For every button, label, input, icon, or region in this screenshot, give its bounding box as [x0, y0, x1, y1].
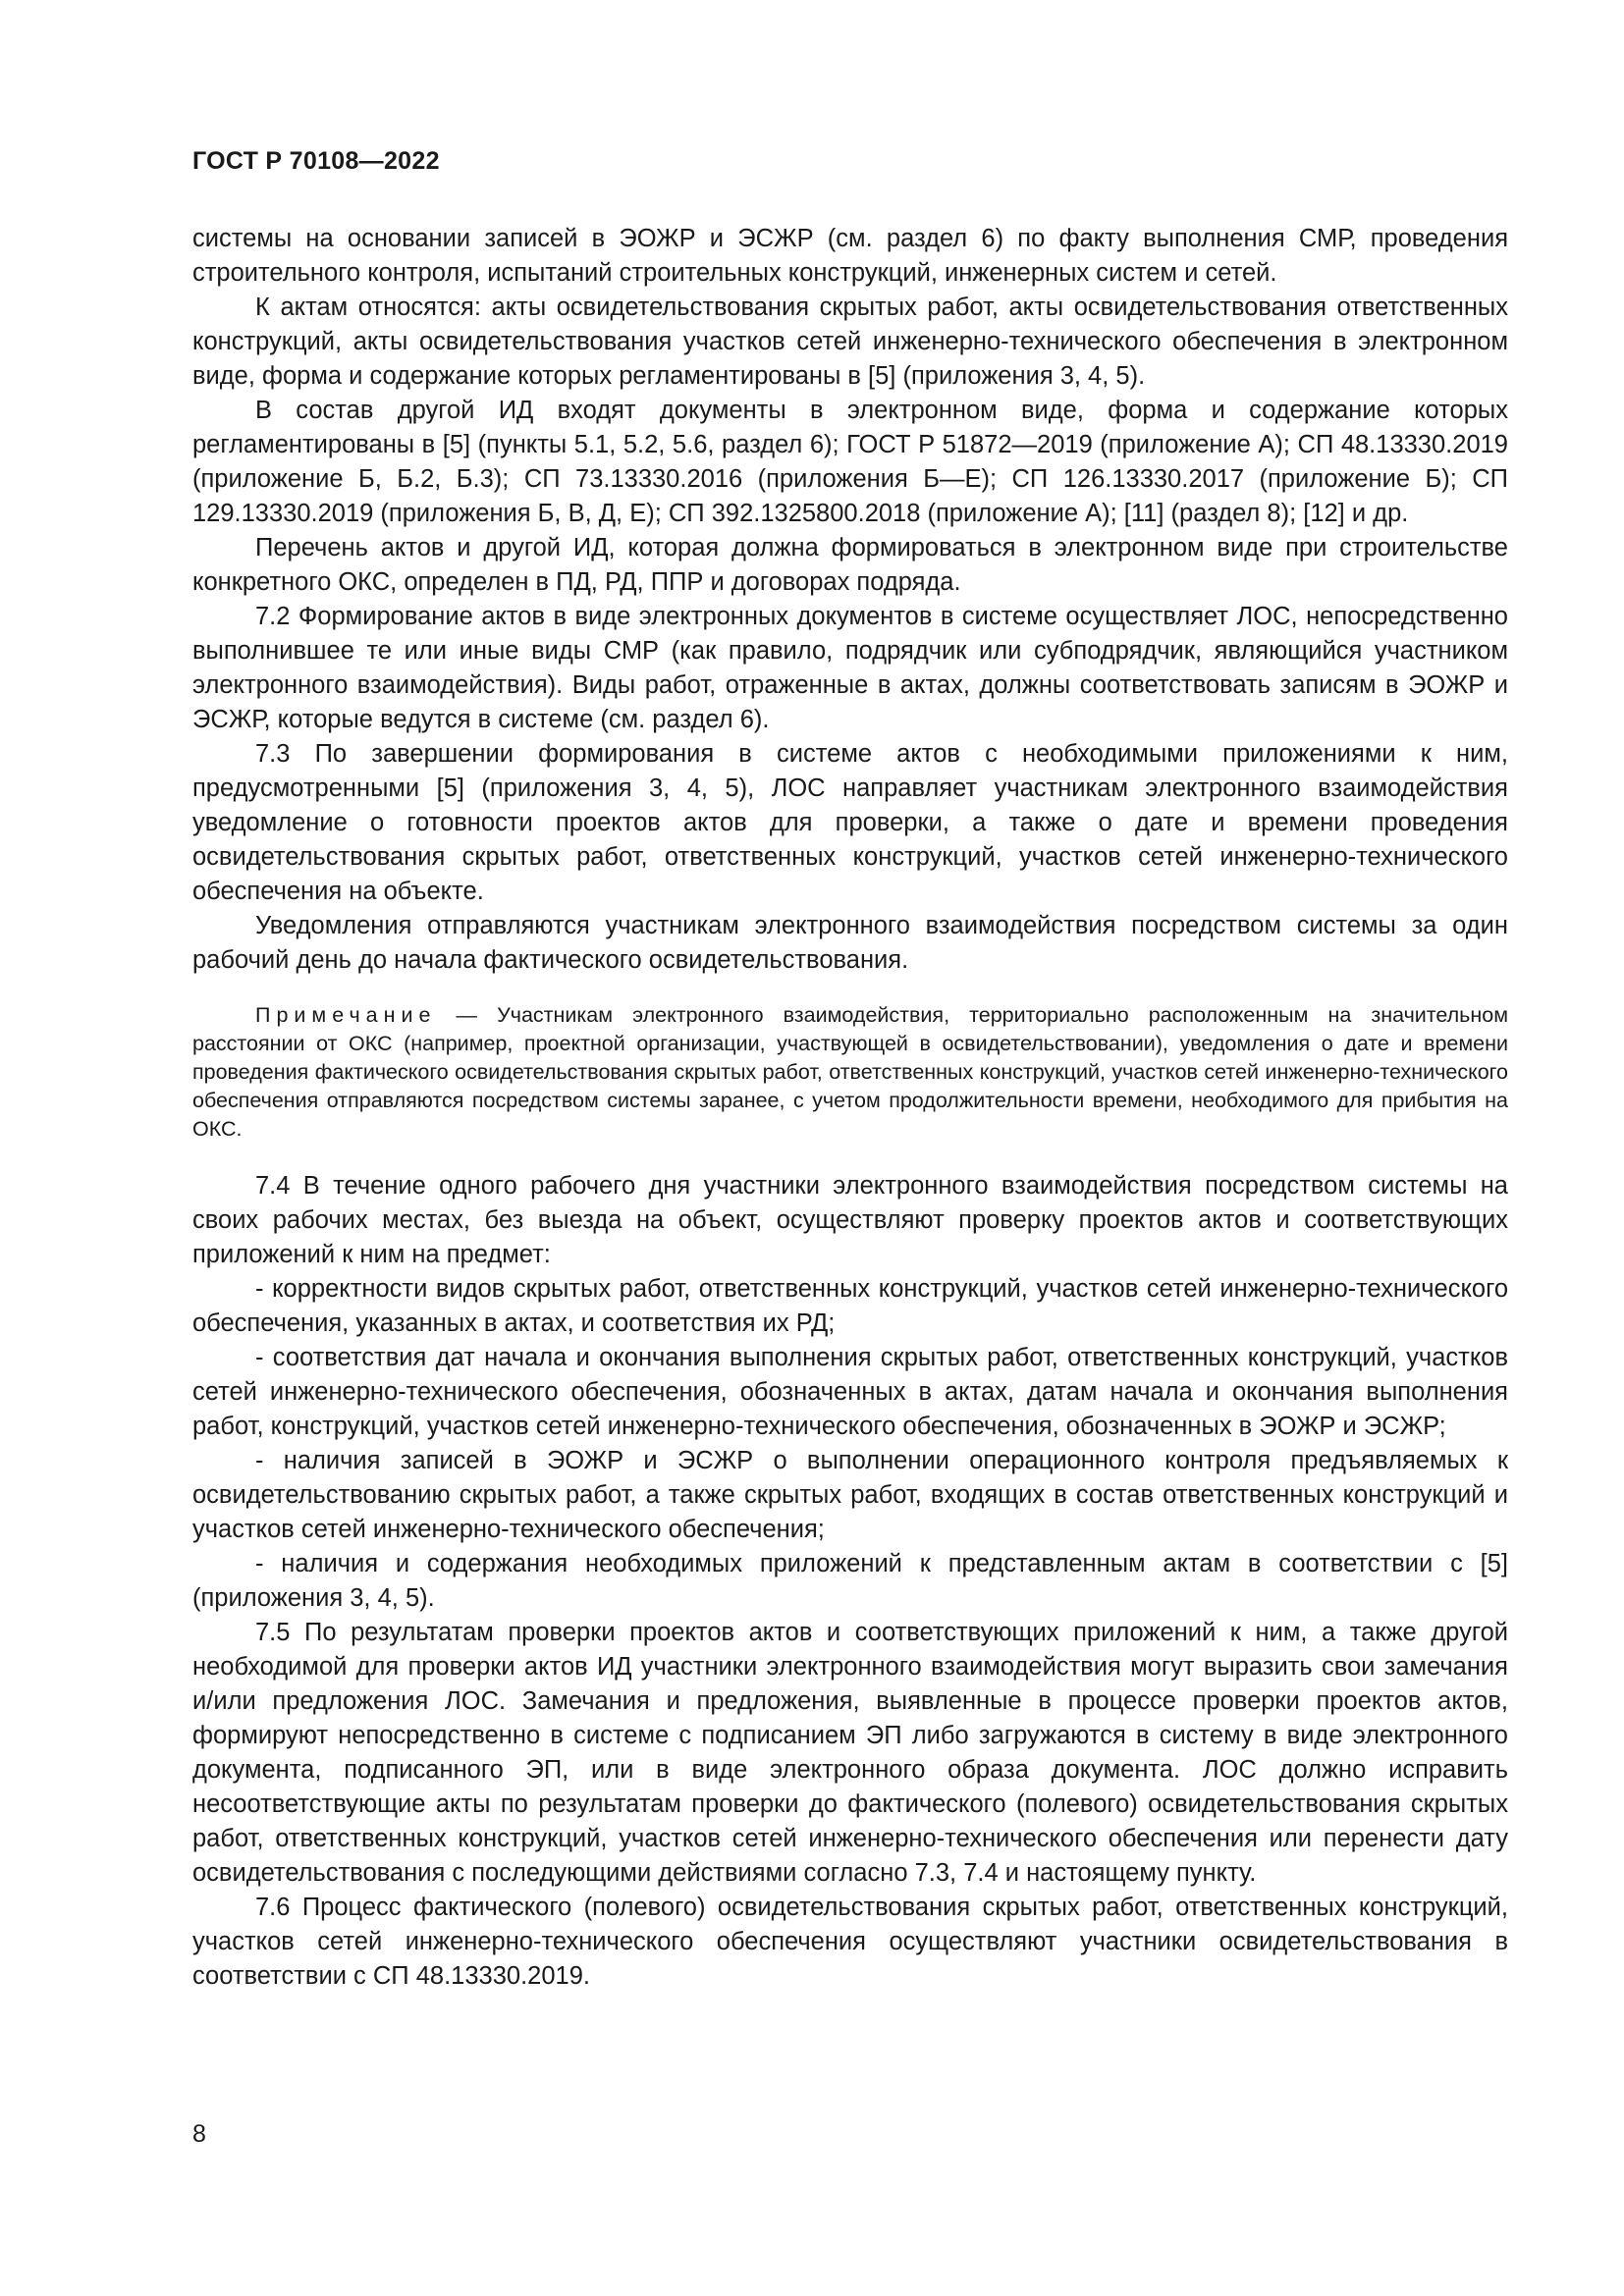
paragraph-7-3: 7.3 По завершении формирования в системе актов с необходимыми приложениями к ним, предусмотренными [5] (приложения 3, 4, 5), ЛОС направляет участникам электронного взаимодействия уведомление о готовности проектов актов для проверки, а также о дате и времени проведения освидетельствования скрытых работ, ответственных конструкций, участков сетей инженерно-технического обеспечения на объекте.: [192, 740, 1508, 905]
list-item: - корректности видов скрытых работ, ответственных конструкций, участков сетей инженерно-технического обеспечения, указанных в актах, и соответствия их РД;: [192, 1275, 1508, 1337]
paragraph-continuation: системы на основании записей в ЭОЖР и ЭСЖР (см. раздел 6) по факту выполнения СМР, проведения строительного контроля, испытаний строительных конструкций, инженерных систем и сетей.: [192, 225, 1508, 287]
list-item: - соответствия дат начала и окончания выполнения скрытых работ, ответственных конструкций, участков сетей инженерно-технического обеспечения, обозначенных в актах, датам начала и окончания выполнения работ, конструкций, участков сетей инженерно-технического обеспечения, обозначенных в ЭОЖР и ЭСЖР;: [192, 1344, 1508, 1440]
note-label: Примечание: [255, 1003, 437, 1027]
paragraph-other-documents: В состав другой ИД входят документы в электронном виде, форма и содержание которых регламентированы в [5] (пункты 5.1, 5.2, 5.6, раздел 6); ГОСТ Р 51872—2019 (приложение А); СП 48.13330.2019 (приложение Б, Б.2, Б.3); СП 73.13330.2016 (приложения Б—Е); СП 126.13330.2017 (приложение Б); СП 129.13330.2019 (приложения Б, В, Д, Е); СП 392.1325800.2018 (приложение А); [11] (раздел 8); [12] и др.: [192, 397, 1508, 527]
paragraph-7-4: 7.4 В течение одного рабочего дня участники электронного взаимодействия посредством системы на своих рабочих местах, без выезда на объект, осуществляют проверку проектов актов и соответствующих приложений к ним на предмет:: [192, 1172, 1508, 1268]
list-item: - наличия и содержания необходимых приложений к представленным актам в соответствии с [5] (приложения 3, 4, 5).: [192, 1550, 1508, 1612]
paragraph-notifications: Уведомления отправляются участникам электронного взаимодействия посредством системы за один рабочий день до начала фактического освидетельствования.: [192, 912, 1508, 974]
paragraph-7-6: 7.6 Процесс фактического (полевого) освидетельствования скрытых работ, ответственных конструкций, участков сетей инженерно-технического обеспечения осуществляют участники освидетельствования в соответствии с СП 48.13330.2019.: [192, 1894, 1508, 1990]
page-number: 8: [192, 2120, 206, 2148]
paragraph-7-2: 7.2 Формирование актов в виде электронных документов в системе осуществляет ЛОС, непосредственно выполнившее те или иные виды СМР (как правило, подрядчик или субподрядчик, являющийся участником электронного взаимодействия). Виды работ, отраженные в актах, должны соответствовать записям в ЭОЖР и ЭСЖР, которые ведутся в системе (см. раздел 6).: [192, 603, 1508, 733]
note-block: [192, 1001, 1508, 1144]
list-item: - наличия записей в ЭОЖР и ЭСЖР о выполнении операционного контроля предъявляемых к освидетельствованию скрытых работ, а также скрытых работ, входящих в состав ответственных конструкций и участков сетей инженерно-технического обеспечения;: [192, 1447, 1508, 1543]
note-text: — Участникам электронного взаимодействия, территориально расположенным на значительном расстоянии от ОКС (например, проектной организации, участвующей в освидетельствовании), уведомления о дате и времени проведения фактического освидетельствования скрытых работ, ответственных конструкций, участков сетей инженерно-технического обеспечения отправляются посредством системы заранее, с учетом продолжительности времени, необходимого для прибытия на ОКС.: [192, 1003, 1508, 1141]
paragraph-acts-list: К актам относятся: акты освидетельствования скрытых работ, акты освидетельствования ответственных конструкций, акты освидетельствования участков сетей инженерно-технического обеспечения в электронном виде, форма и содержание которых регламентированы в [5] (приложения 3, 4, 5).: [192, 294, 1508, 390]
paragraph-acts-enumeration: Перечень актов и другой ИД, которая должна формироваться в электронном виде при строительстве конкретного ОКС, определен в ПД, РД, ППР и договорах подряда.: [192, 534, 1508, 596]
document-body: [192, 222, 1508, 1994]
paragraph-7-5: 7.5 По результатам проверки проектов актов и соответствующих приложений к ним, а также другой необходимой для проверки актов ИД участники электронного взаимодействия могут выразить свои замечания и/или предложения ЛОС. Замечания и предложения, выявленные в процессе проверки проектов актов, формируют непосредственно в системе с подписанием ЭП либо загружаются в систему в виде электронного документа, подписанного ЭП, или в виде электронного образа документа. ЛОС должно исправить несоответствующие акты по результатам проверки до фактического (полевого) освидетельствования скрытых работ, ответственных конструкций, участков сетей инженерно-технического обеспечения или перенести дату освидетельствования с последующими действиями согласно 7.3, 7.4 и настоящему пункту.: [192, 1619, 1508, 1887]
document-code-header: ГОСТ Р 70108—2022: [192, 147, 440, 175]
